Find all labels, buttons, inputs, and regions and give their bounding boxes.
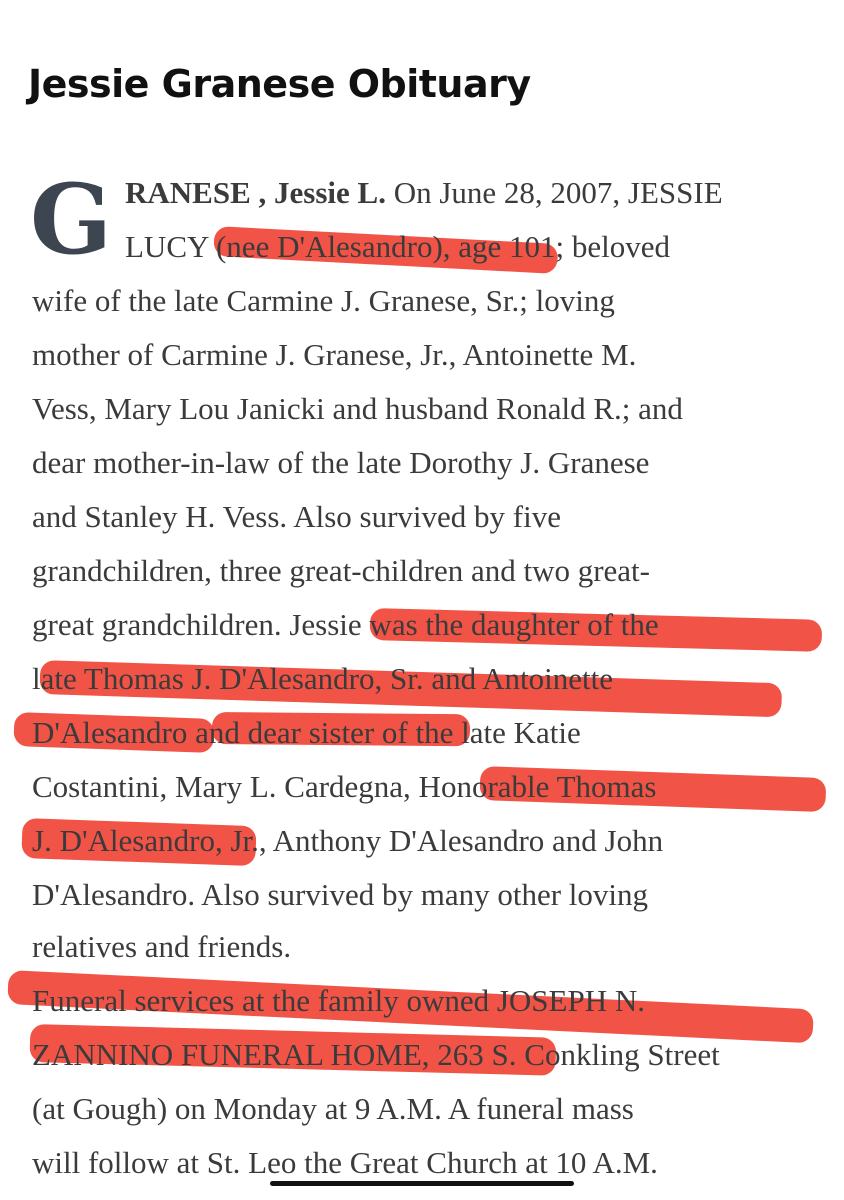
drop-cap: G [30, 163, 112, 276]
home-indicator[interactable] [270, 1181, 574, 1186]
obituary-line: and Stanley H. Vess. Also survived by five [32, 499, 561, 534]
obituary-line: mother of Carmine J. Granese, Jr., Antoinette M. [32, 337, 637, 372]
obituary-line: dear mother-in-law of the late Dorothy J. Granese [32, 445, 650, 480]
obituary-line: Funeral services at the family owned JOSEPH N. [32, 983, 645, 1018]
obituary-line: (at Gough) on Monday at 9 A.M. A funeral mass [32, 1091, 634, 1126]
obituary-line: wife of the late Carmine J. Granese, Sr.; loving [32, 283, 615, 318]
obituary-line: ZANNINO FUNERAL HOME, 263 S. Conkling Street [32, 1037, 720, 1072]
obituary-line: grandchildren, three great-children and two great- [32, 553, 650, 588]
obituary-line: LUCY (nee D'Alesandro), age 101; beloved [125, 229, 671, 264]
obituary-line: will follow at St. Leo the Great Church at 10 A.M. [32, 1145, 658, 1180]
obituary-line: late Thomas J. D'Alesandro, Sr. and Antoinette [32, 661, 614, 696]
obituary-line: great grandchildren. Jessie was the daughter of the [32, 607, 659, 642]
obituary-line: Vess, Mary Lou Janicki and husband Ronald R.; and [32, 391, 683, 426]
page-title: Jessie Granese Obituary [28, 62, 531, 106]
obituary-line: RANESE , Jessie L. On June 28, 2007, JESSIE [125, 175, 723, 210]
obituary-line: J. D'Alesandro, Jr., Anthony D'Alesandro and John [32, 823, 664, 858]
obituary-line: relatives and friends. [32, 929, 292, 964]
obituary-line: D'Alesandro. Also survived by many other loving [32, 877, 649, 912]
obituary-line: D'Alesandro and dear sister of the late Katie [32, 715, 581, 750]
obituary-line: Costantini, Mary L. Cardegna, Honorable Thomas [32, 769, 657, 804]
